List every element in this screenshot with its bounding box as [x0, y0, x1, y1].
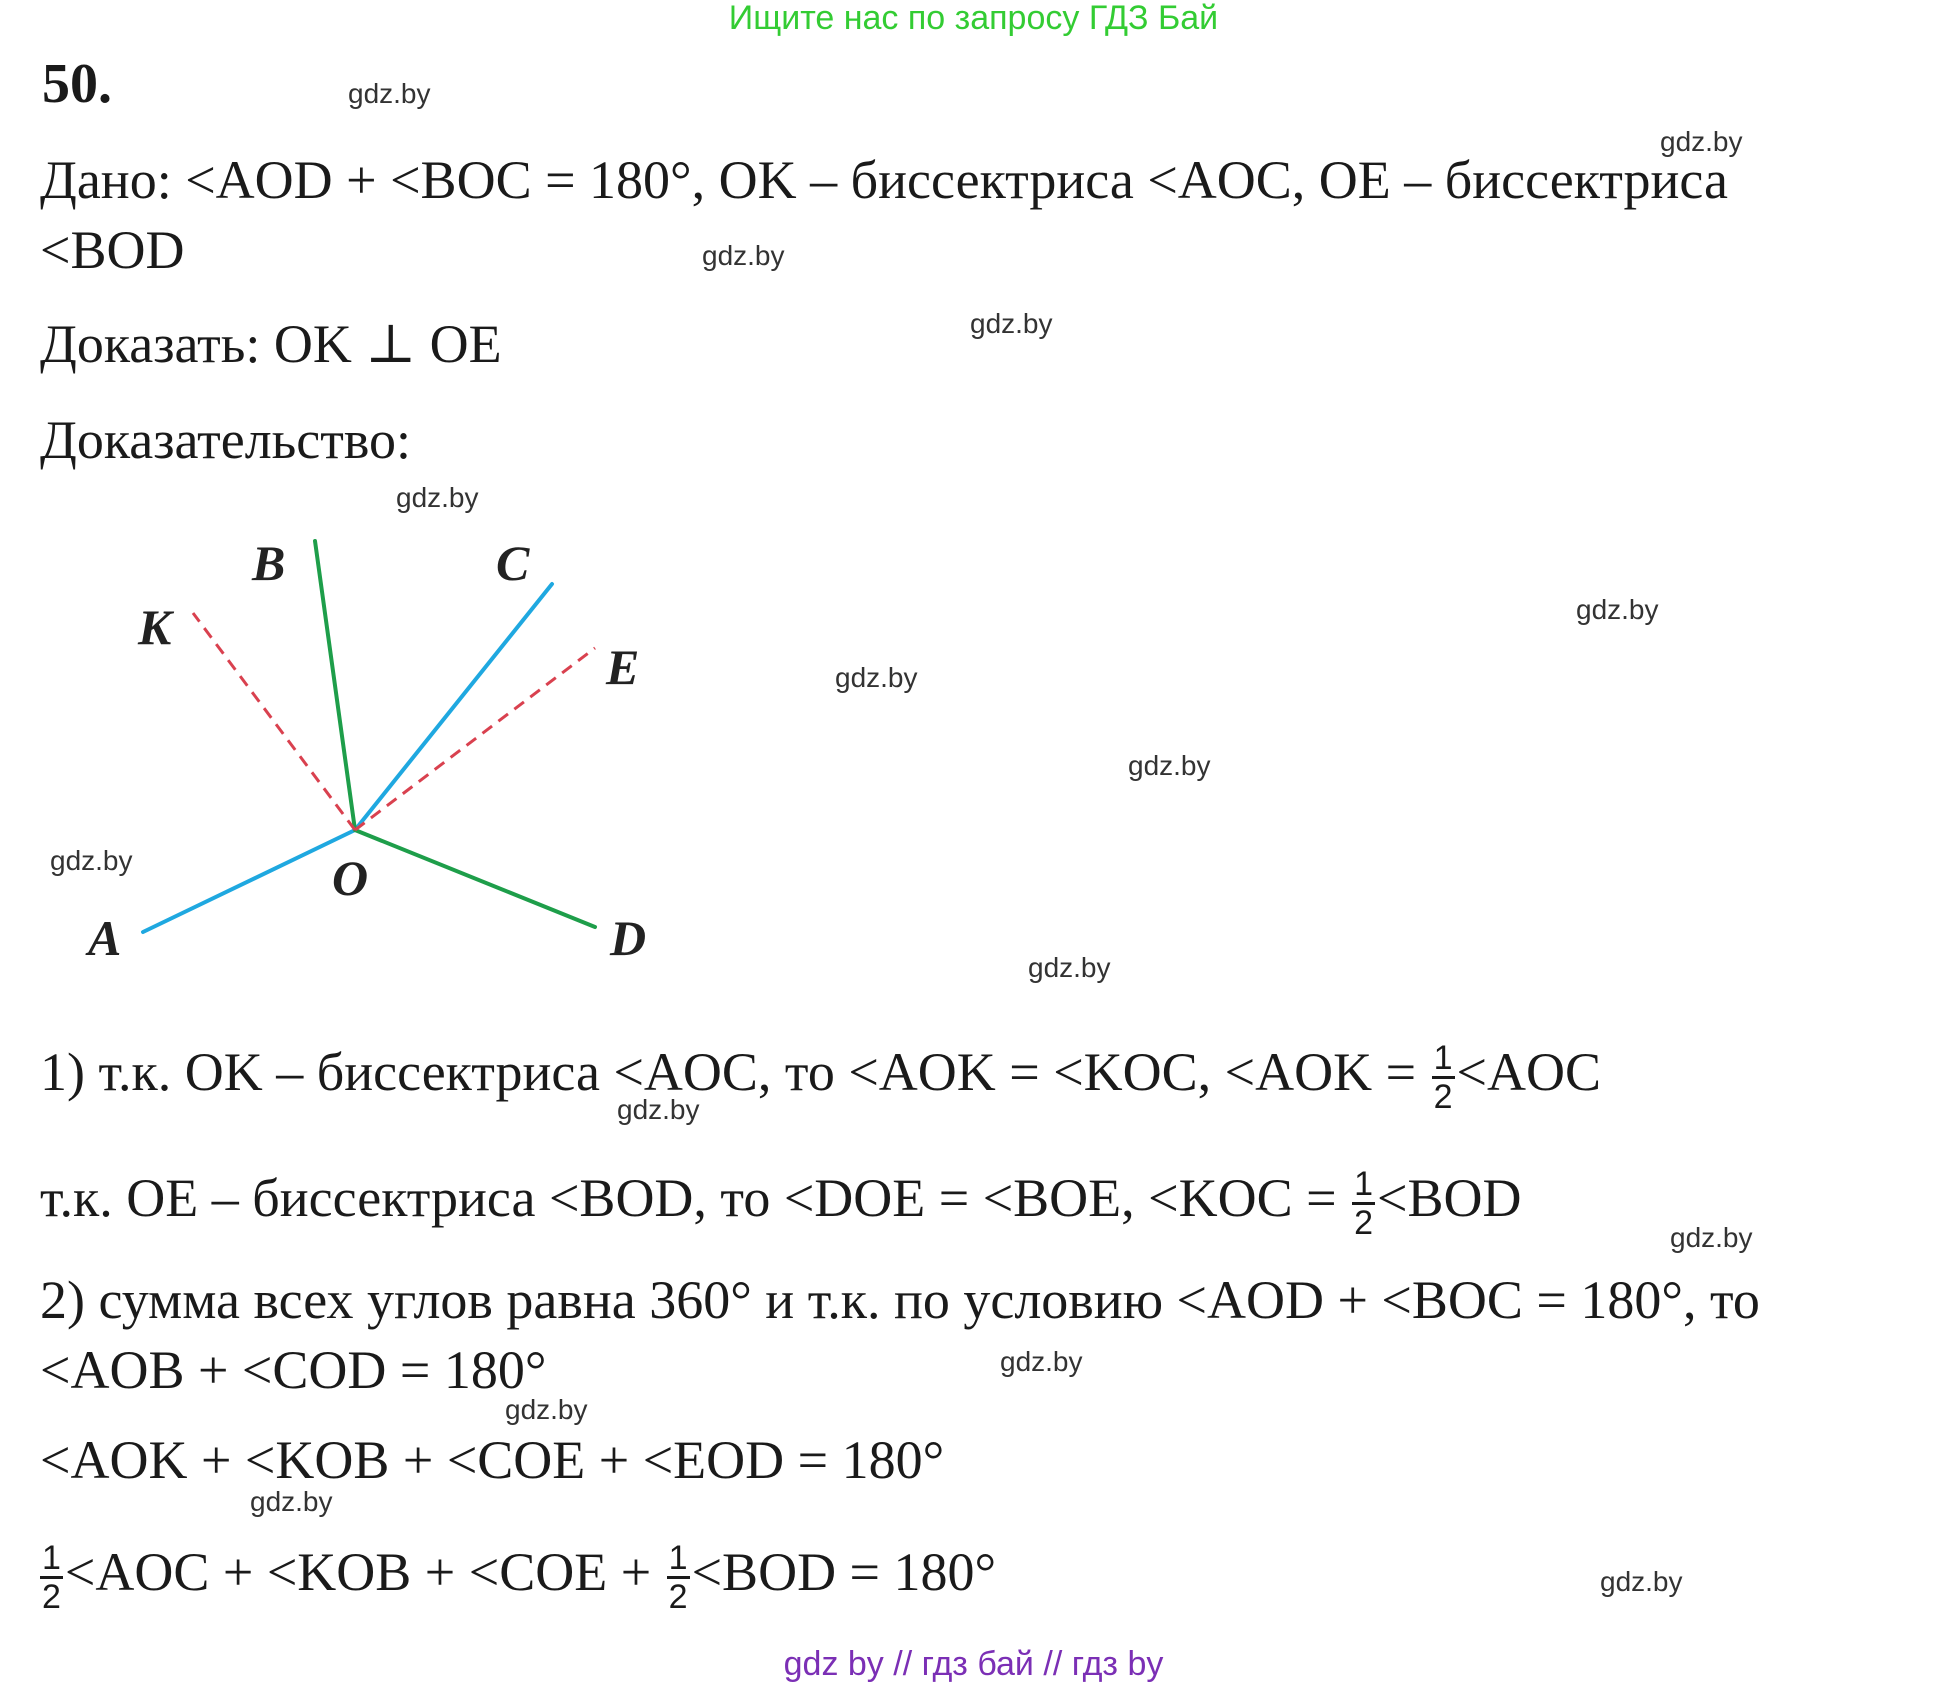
- watermark: gdz.by: [1576, 594, 1659, 625]
- label-A: A: [88, 910, 122, 966]
- frac-numerator: 1: [1354, 1165, 1374, 1203]
- step-1-tail: <AOC: [1456, 1041, 1601, 1102]
- ray-OD: [355, 830, 595, 927]
- fraction-one-half: [1352, 1166, 1375, 1241]
- problem-number: 50.: [42, 53, 112, 115]
- label-O: O: [332, 850, 369, 906]
- proof-heading: Доказательство:: [40, 410, 411, 470]
- step-2-line-1: 2) сумма всех углов равна 360° и т.к. по условию <AOD + <BOC = 180°, то: [40, 1270, 1760, 1330]
- frac-numerator: 1: [668, 1539, 688, 1577]
- watermark: gdz.by: [1028, 952, 1111, 983]
- watermark: gdz.by: [505, 1394, 588, 1425]
- frac-numerator: 1: [42, 1539, 61, 1577]
- step-3: <AOK + <KOB + <COE + <EOD = 180°: [40, 1430, 945, 1490]
- label-D: D: [610, 910, 647, 966]
- watermark: gdz.by: [1128, 750, 1211, 781]
- watermark: gdz.by: [50, 845, 133, 876]
- step-4-tail: <BOD = 180°: [691, 1541, 997, 1602]
- watermark: gdz.by: [702, 240, 785, 271]
- bisector-OE: [355, 648, 595, 830]
- fraction-one-half: [40, 1540, 63, 1615]
- watermark: gdz.by: [348, 78, 431, 109]
- label-B: B: [252, 535, 286, 591]
- fraction-one-half: [667, 1540, 690, 1615]
- watermark: gdz.by: [1670, 1222, 1753, 1253]
- step-1b: [40, 1166, 1521, 1241]
- step-4: [38, 1540, 996, 1615]
- ray-OB: [315, 541, 355, 830]
- watermark: gdz.by: [1600, 1566, 1683, 1597]
- frac-denominator: 2: [1433, 1078, 1453, 1116]
- step-1-text: 1) т.к. OK – биссектриса <AOC, то <AOK = <KOC, <AOK =: [40, 1041, 1430, 1102]
- fraction-one-half: [1432, 1040, 1455, 1115]
- prove-statement: Доказать: OK ⊥ OE: [40, 314, 502, 374]
- watermark: gdz.by: [835, 662, 918, 693]
- watermark: gdz.by: [396, 482, 479, 513]
- ray-OA: [143, 830, 355, 932]
- step-1: [40, 1040, 1601, 1115]
- frac-denominator: 2: [42, 1578, 61, 1616]
- watermark: gdz.by: [250, 1486, 333, 1517]
- given-line-2: <BOD: [40, 220, 185, 280]
- step-1b-text: т.к. OE – биссектриса <BOD, то <DOE = <BOE, <KOC =: [40, 1167, 1351, 1228]
- label-K: K: [138, 599, 172, 655]
- step-2-line-2: <AOB + <COD = 180°: [40, 1340, 547, 1400]
- frac-denominator: 2: [1354, 1204, 1374, 1242]
- top-banner: Ищите нас по запросу ГДЗ Бай: [728, 0, 1219, 37]
- ray-OC: [355, 584, 552, 830]
- given-line-1: Дано: <AOD + <BOC = 180°, OK – биссектриса <AOC, OE – биссектриса: [40, 150, 1729, 210]
- watermark: gdz.by: [617, 1094, 700, 1125]
- frac-denominator: 2: [668, 1578, 688, 1616]
- frac-numerator: 1: [1433, 1039, 1453, 1077]
- step-4-text: <AOC + <KOB + <COE +: [64, 1541, 665, 1602]
- watermark: gdz.by: [970, 308, 1053, 339]
- footer-links: gdz by // гдз бай // гдз by: [783, 1645, 1164, 1683]
- step-1b-tail: <BOD: [1377, 1167, 1522, 1228]
- label-E: E: [606, 639, 640, 695]
- label-C: C: [496, 535, 530, 591]
- watermark: gdz.by: [1000, 1346, 1083, 1377]
- watermark: gdz.by: [1660, 126, 1743, 157]
